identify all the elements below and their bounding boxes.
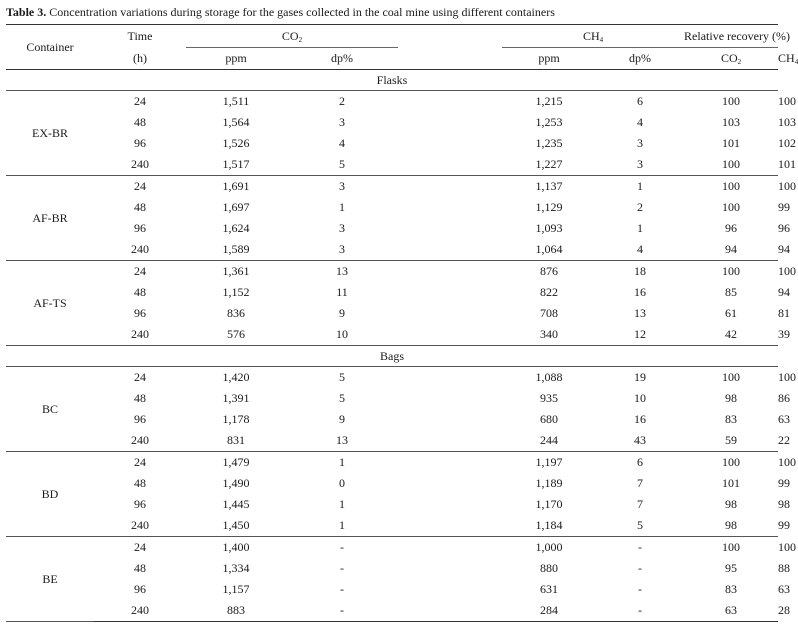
cell-co2-dp: - (286, 600, 398, 622)
cell-spacer (398, 409, 502, 430)
table-row: 240 576 10 340 12 42 39 (6, 324, 778, 346)
cell-co2-dp: 5 (286, 154, 398, 176)
cell-time: 96 (134, 582, 146, 596)
cell-spacer (398, 579, 502, 600)
cell-ch4-ppm: 1,235 (535, 136, 563, 150)
header-ch4 (502, 25, 684, 48)
cell-rec-co2: 100 (722, 200, 741, 214)
header-co2-sub: 2 (298, 36, 303, 44)
section-title: Flasks (6, 70, 778, 91)
cell-co2-ppm: 1,152 (222, 285, 250, 299)
cell-ch4-dp: - (638, 582, 643, 596)
header-rec-co2-sub: 2 (737, 58, 742, 66)
section-row (6, 70, 778, 91)
header-rec-co2-base: CO (720, 51, 738, 65)
cell-ch4-ppm: 284 (502, 600, 596, 622)
cell-spacer (398, 388, 502, 409)
cell-ch4-ppm: 1,000 (535, 540, 563, 554)
cell-ch4-ppm: 1,088 (535, 370, 563, 384)
cell-ch4-dp: 3 (596, 154, 684, 176)
cell-ch4-dp: 2 (637, 200, 644, 214)
table-row: 240 1,589 3 1,064 4 94 94 (6, 239, 778, 261)
cell-time: 240 (94, 154, 186, 176)
cell-co2-ppm: 1,334 (222, 561, 250, 575)
cell-co2-ppm: 1,445 (222, 497, 250, 511)
container-name: BD (6, 452, 94, 537)
header-time-unit: (h) (94, 48, 186, 70)
cell-co2-ppm: 1,420 (222, 370, 250, 384)
cell-co2-dp: 4 (339, 136, 345, 150)
cell-co2-dp: 3 (339, 115, 345, 129)
cell-time: 96 (134, 221, 146, 235)
table-row: 96 1,624 3 1,093 1 96 96 (6, 218, 778, 239)
cell-spacer (398, 282, 502, 303)
cell-ch4-ppm: 1,253 (535, 115, 563, 129)
cell-rec-co2: 83 (725, 412, 738, 426)
cell-rec-co2: 98 (725, 497, 738, 511)
cell-rec-co2: 95 (725, 561, 738, 575)
cell-ch4-dp: 7 (637, 497, 644, 511)
cell-co2-ppm: 1,511 (222, 94, 250, 108)
cell-spacer (398, 324, 502, 346)
cell-ch4-ppm: 822 (540, 285, 559, 299)
cell-spacer (398, 112, 502, 133)
cell-rec-co2: 100 (722, 540, 741, 554)
cell-ch4-dp: 1 (637, 221, 644, 235)
cell-ch4-dp: 16 (634, 412, 647, 426)
header-spacer-2 (398, 48, 502, 70)
cell-time: 24 (134, 264, 146, 278)
cell-ch4-ppm: 1,227 (502, 154, 596, 176)
cell-co2-ppm: 1,479 (222, 455, 250, 469)
table-row: BE 24 1,400 - 1,000 - 100 100 (6, 537, 778, 559)
cell-co2-dp: - (340, 582, 344, 596)
cell-co2-ppm: 1,400 (222, 540, 250, 554)
cell-co2-ppm: 831 (186, 430, 286, 452)
table-caption (6, 5, 555, 20)
header-time: Time (127, 29, 153, 44)
cell-co2-dp: 10 (286, 324, 398, 346)
cell-ch4-ppm: 935 (540, 391, 559, 405)
header-co2-dp: dp% (286, 48, 398, 70)
cell-ch4-ppm: 876 (540, 264, 559, 278)
container-name: BC (6, 367, 94, 452)
cell-spacer (398, 133, 502, 154)
cell-spacer (398, 367, 502, 389)
cell-co2-dp: 2 (339, 94, 345, 108)
cell-co2-ppm: 1,589 (186, 239, 286, 261)
cell-ch4-ppm: 880 (540, 561, 559, 575)
cell-spacer (398, 430, 502, 452)
cell-rec-co2: 100 (684, 154, 778, 176)
table-row: 240 1,450 1 1,184 5 98 99 (6, 515, 778, 537)
header-ch4-dp: dp% (596, 48, 684, 70)
cell-co2-ppm: 1,564 (222, 115, 250, 129)
cell-ch4-dp: 5 (596, 515, 684, 537)
header-recovery: Relative recovery (%) (684, 25, 778, 48)
cell-time: 24 (134, 455, 146, 469)
cell-rec-co2: 103 (722, 115, 741, 129)
cell-ch4-dp: 43 (596, 430, 684, 452)
cell-rec-co2: 98 (725, 391, 738, 405)
cell-rec-co2: 100 (722, 370, 741, 384)
cell-co2-dp: - (340, 561, 344, 575)
cell-co2-dp: 5 (339, 370, 345, 384)
table-header (6, 25, 798, 70)
cell-rec-co2: 83 (725, 582, 738, 596)
table-row: 96 1,178 9 680 16 83 63 (6, 409, 778, 430)
table-row: 48 1,490 0 1,189 7 101 99 (6, 473, 778, 494)
section-row (6, 346, 778, 367)
table-caption-text: Concentration variations during storage for the gases collected in the coal mine using different containers (46, 5, 555, 19)
cell-spacer (398, 91, 502, 113)
cell-time: 48 (134, 115, 146, 129)
table-row: 240 883 - 284 - 63 28 (6, 600, 778, 622)
cell-time: 48 (134, 476, 146, 490)
header-rec-co2 (684, 48, 778, 70)
cell-ch4-dp: 13 (634, 306, 647, 320)
table-row: BC 24 1,420 5 1,088 19 100 100 (6, 367, 778, 389)
cell-ch4-ppm: 708 (540, 306, 559, 320)
table-body (6, 70, 797, 622)
cell-spacer (398, 239, 502, 261)
cell-spacer (398, 600, 502, 622)
cell-co2-dp: 1 (286, 515, 398, 537)
cell-time: 240 (94, 430, 186, 452)
cell-rec-co2: 100 (722, 94, 741, 108)
cell-co2-dp: 13 (336, 264, 348, 278)
cell-ch4-dp: 1 (637, 179, 644, 193)
cell-spacer (398, 558, 502, 579)
cell-rec-co2: 94 (684, 239, 778, 261)
cell-rec-co2: 100 (722, 455, 741, 469)
cell-co2-dp: 1 (339, 455, 345, 469)
cell-time: 48 (134, 561, 146, 575)
cell-co2-ppm: 1,490 (222, 476, 250, 490)
header-rec-ch4-base: CH (778, 51, 795, 65)
cell-co2-ppm: 1,517 (186, 154, 286, 176)
cell-rec-co2: 96 (725, 221, 738, 235)
header-co2-ppm: ppm (186, 48, 286, 70)
cell-time: 96 (134, 412, 146, 426)
cell-time: 48 (134, 200, 146, 214)
cell-co2-ppm: 1,450 (186, 515, 286, 537)
cell-ch4-ppm: 340 (502, 324, 596, 346)
cell-ch4-ppm: 1,184 (502, 515, 596, 537)
cell-co2-ppm: 1,697 (222, 200, 250, 214)
cell-ch4-dp: - (638, 540, 643, 554)
cell-co2-ppm: 1,157 (222, 582, 250, 596)
cell-ch4-ppm: 1,064 (502, 239, 596, 261)
header-ch4-sub: 4 (599, 36, 604, 44)
cell-ch4-ppm: 1,093 (535, 221, 563, 235)
cell-time: 24 (134, 540, 146, 554)
cell-co2-dp: 3 (286, 239, 398, 261)
cell-time: 96 (134, 497, 146, 511)
cell-rec-co2: 101 (722, 476, 741, 490)
cell-co2-dp: 9 (339, 306, 345, 320)
table-row: 96 836 9 708 13 61 81 (6, 303, 778, 324)
container-name: BE (6, 537, 94, 622)
cell-time: 240 (94, 515, 186, 537)
cell-rec-co2: 42 (684, 324, 778, 346)
cell-rec-co2: 100 (722, 264, 741, 278)
container-name: AF-BR (6, 176, 94, 261)
table-row: 48 1,697 1 1,129 2 100 99 (6, 197, 778, 218)
table-row: 240 831 13 244 43 59 22 (6, 430, 778, 452)
header-co2 (186, 25, 398, 48)
cell-co2-dp: - (340, 540, 344, 554)
cell-rec-co2: 101 (722, 136, 741, 150)
cell-co2-dp: 11 (336, 285, 348, 299)
cell-co2-ppm: 1,391 (222, 391, 250, 405)
cell-time: 24 (134, 94, 146, 108)
cell-ch4-dp: - (638, 561, 643, 575)
cell-spacer (398, 197, 502, 218)
cell-co2-ppm: 1,178 (222, 412, 250, 426)
cell-ch4-dp: 10 (634, 391, 647, 405)
cell-co2-ppm: 836 (227, 306, 245, 320)
header-spacer (398, 25, 502, 48)
cell-co2-dp: 0 (339, 476, 345, 490)
cell-co2-ppm: 1,526 (222, 136, 250, 150)
cell-rec-co2: 85 (725, 285, 738, 299)
cell-time: 96 (134, 306, 146, 320)
cell-rec-co2: 61 (725, 306, 738, 320)
table-row: 48 1,391 5 935 10 98 86 (6, 388, 778, 409)
cell-ch4-dp: 6 (637, 94, 644, 108)
cell-ch4-dp: 18 (634, 264, 647, 278)
cell-spacer (398, 473, 502, 494)
cell-ch4-ppm: 1,137 (535, 179, 563, 193)
cell-rec-co2: 59 (684, 430, 778, 452)
cell-ch4-dp: 12 (596, 324, 684, 346)
cell-ch4-ppm: 631 (540, 582, 559, 596)
cell-time: 240 (94, 600, 186, 622)
cell-spacer (398, 494, 502, 515)
cell-co2-dp: 1 (339, 497, 345, 511)
cell-spacer (398, 218, 502, 239)
cell-co2-ppm: 1,691 (222, 179, 250, 193)
cell-time: 240 (94, 239, 186, 261)
cell-time: 240 (94, 324, 186, 346)
cell-time: 96 (134, 136, 146, 150)
cell-rec-co2: 98 (684, 515, 778, 537)
cell-rec-co2: 63 (684, 600, 778, 622)
cell-ch4-ppm: 1,197 (535, 455, 563, 469)
container-name: EX-BR (6, 91, 94, 176)
table-row: 240 1,517 5 1,227 3 100 101 (6, 154, 778, 176)
cell-ch4-ppm: 1,170 (535, 497, 563, 511)
cell-ch4-dp: - (596, 600, 684, 622)
header-ch4-base: CH (582, 29, 600, 43)
cell-spacer (398, 515, 502, 537)
cell-spacer (398, 303, 502, 324)
cell-ch4-ppm: 1,215 (535, 94, 563, 108)
header-ch4-ppm: ppm (502, 48, 596, 70)
header-rec-ch4-sub: 4 (794, 58, 798, 66)
section-title: Bags (6, 346, 778, 367)
cell-co2-dp: 1 (339, 200, 345, 214)
cell-co2-dp: 5 (339, 391, 345, 405)
cell-spacer (398, 176, 502, 198)
container-name: AF-TS (6, 261, 94, 346)
table-row: 48 1,334 - 880 - 95 88 (6, 558, 778, 579)
cell-co2-dp: 13 (286, 430, 398, 452)
cell-time: 48 (134, 285, 146, 299)
cell-ch4-dp: 4 (596, 239, 684, 261)
cell-time: 48 (134, 391, 146, 405)
table-row: 96 1,526 4 1,235 3 101 102 (6, 133, 778, 154)
table-row: 96 1,445 1 1,170 7 98 98 (6, 494, 778, 515)
cell-co2-ppm: 1,361 (222, 264, 250, 278)
header-co2-base: CO (281, 29, 299, 43)
table-row: EX-BR 24 1,511 2 1,215 6 100 100 (6, 91, 778, 113)
cell-ch4-dp: 16 (634, 285, 647, 299)
cell-time: 24 (134, 179, 146, 193)
cell-co2-ppm: 576 (186, 324, 286, 346)
header-container: Container (6, 25, 94, 70)
cell-ch4-dp: 19 (634, 370, 647, 384)
table-row: 48 1,152 11 822 16 85 94 (6, 282, 778, 303)
cell-ch4-dp: 4 (637, 115, 644, 129)
data-table (6, 24, 798, 622)
cell-co2-dp: 3 (339, 179, 345, 193)
cell-spacer (398, 537, 502, 559)
cell-co2-dp: 9 (339, 412, 345, 426)
cell-spacer (398, 261, 502, 283)
table-row: AF-BR 24 1,691 3 1,137 1 100 100 (6, 176, 778, 198)
cell-ch4-dp: 6 (637, 455, 644, 469)
cell-co2-ppm: 1,624 (222, 221, 250, 235)
cell-time: 24 (134, 370, 146, 384)
cell-ch4-dp: 3 (637, 136, 644, 150)
cell-ch4-ppm: 244 (502, 430, 596, 452)
cell-spacer (398, 452, 502, 474)
table-row: AF-TS 24 1,361 13 876 18 100 100 (6, 261, 778, 283)
cell-ch4-dp: 7 (637, 476, 644, 490)
cell-co2-dp: 3 (339, 221, 345, 235)
cell-co2-ppm: 883 (186, 600, 286, 622)
cell-ch4-ppm: 680 (540, 412, 559, 426)
cell-ch4-ppm: 1,129 (535, 200, 563, 214)
table-row: 96 1,157 - 631 - 83 63 (6, 579, 778, 600)
table-row: BD 24 1,479 1 1,197 6 100 100 (6, 452, 778, 474)
table-row: 48 1,564 3 1,253 4 103 103 (6, 112, 778, 133)
cell-ch4-ppm: 1,189 (535, 476, 563, 490)
cell-rec-co2: 100 (722, 179, 741, 193)
cell-spacer (398, 154, 502, 176)
table-caption-label: Table 3. (6, 5, 47, 19)
